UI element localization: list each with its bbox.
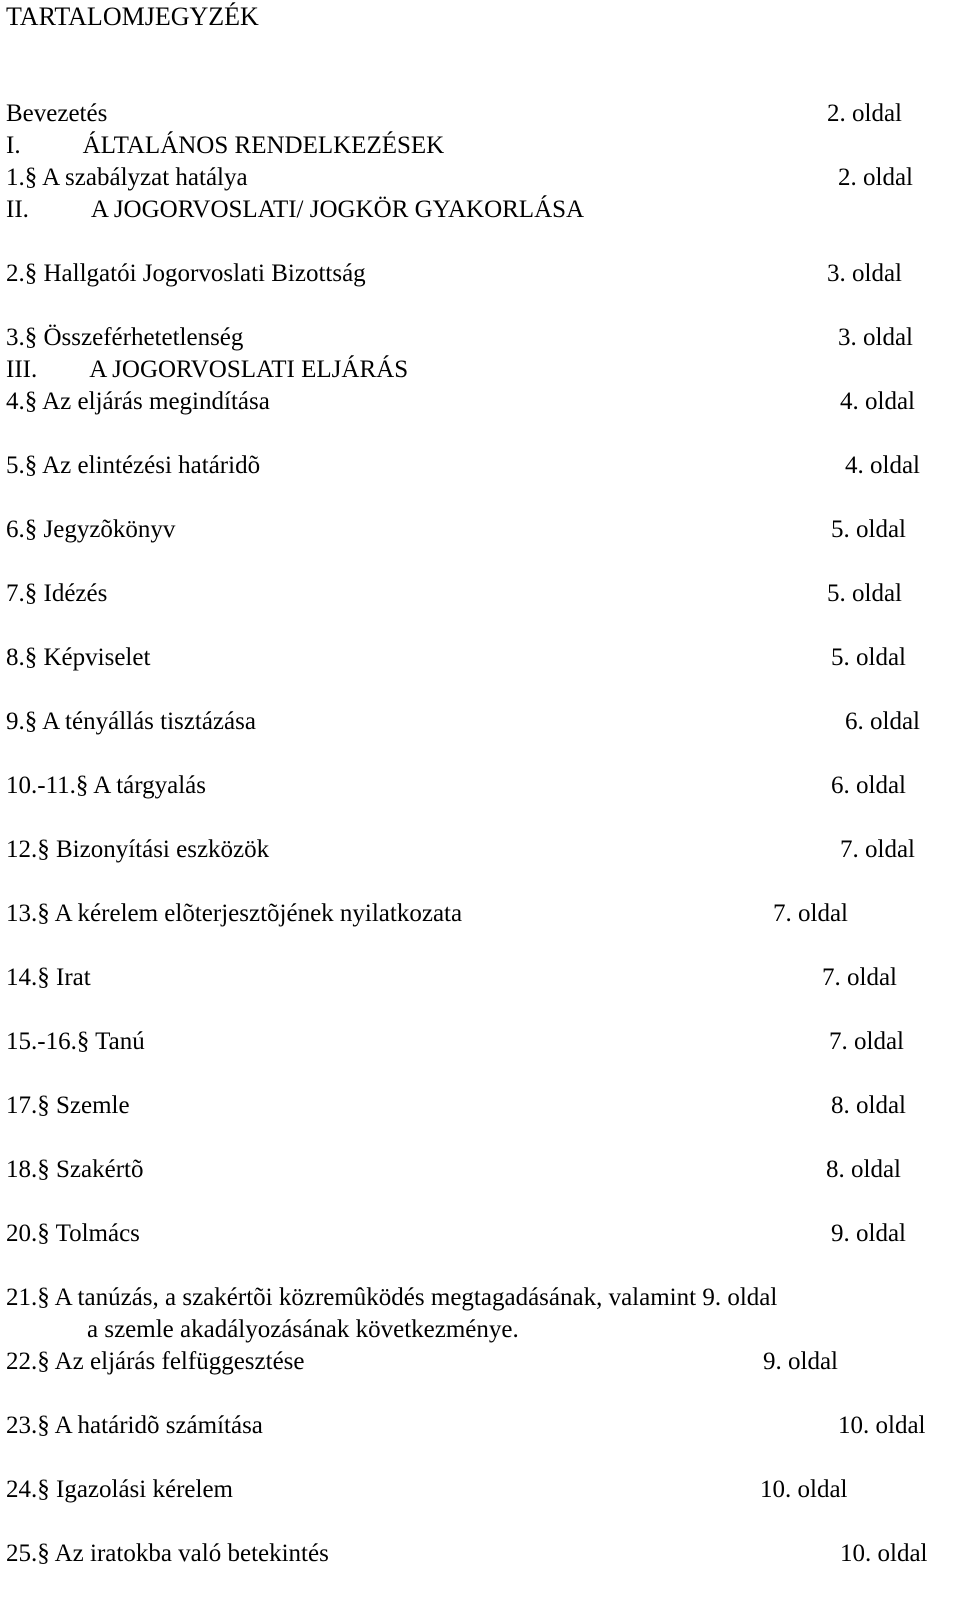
toc-entry-10-11: [6, 770, 206, 802]
toc-entry-22: [6, 1346, 305, 1378]
toc-chapter-1: [6, 130, 444, 162]
chapter-title: A JOGORVOSLATI ELJÁRÁS: [89, 356, 409, 383]
entry-page: 7. oldal: [840, 836, 915, 863]
entry-number: 14.: [6, 964, 38, 991]
entry-page: 6. oldal: [831, 772, 906, 799]
entry-text: Tanú: [95, 1028, 145, 1055]
section-sign-icon: §: [75, 772, 89, 799]
entry-text: A tanúzás, a szakértõi közremûködés megtagadásának, valamint: [54, 1284, 697, 1311]
entry-page: 6. oldal: [845, 708, 920, 735]
entry-text: Bevezetés: [6, 100, 108, 127]
toc-entry-6: [6, 514, 175, 546]
toc-entry-15-16: [6, 1026, 145, 1058]
entry-page: 7. oldal: [822, 964, 897, 991]
entry-page: 5. oldal: [831, 516, 906, 543]
section-sign-icon: §: [37, 1540, 50, 1567]
entry-text: Az elintézési határidõ: [42, 452, 261, 479]
entry-page: 2. oldal: [838, 164, 913, 191]
chapter-title: A JOGORVOSLATI/ JOGKÖR GYAKORLÁSA: [90, 196, 585, 223]
entry-page: 5. oldal: [831, 644, 906, 671]
toc-entry-24: [6, 1474, 233, 1506]
section-sign-icon: §: [37, 1284, 50, 1311]
entry-text: Idézés: [43, 580, 108, 607]
entry-number: 3.: [6, 324, 25, 351]
entry-text: Igazolási kérelem: [56, 1476, 233, 1503]
entry-page: 10. oldal: [838, 1412, 926, 1439]
entry-text: Az eljárás megindítása: [42, 388, 270, 415]
section-sign-icon: §: [37, 1220, 50, 1247]
toc-entry-intro: [6, 98, 107, 130]
entry-number: 23.: [6, 1412, 38, 1439]
entry-page: 5. oldal: [827, 580, 902, 607]
entry-text: Az iratokba való betekintés: [54, 1540, 329, 1567]
toc-entry-9: [6, 706, 256, 738]
entry-number: 2.: [6, 260, 25, 287]
entry-number: 15.-16.: [6, 1028, 77, 1055]
entry-text: Bizonyítási eszközök: [56, 836, 270, 863]
section-sign-icon: §: [24, 644, 38, 671]
entry-page: 9. oldal: [702, 1284, 778, 1311]
toc-entry-1: [6, 162, 248, 194]
section-sign-icon: §: [24, 708, 38, 735]
entry-page: 10. oldal: [760, 1476, 848, 1503]
section-sign-icon: §: [37, 1412, 50, 1439]
toc-entry-17: [6, 1090, 130, 1122]
entry-text: Hallgatói Jogorvoslati Bizottság: [43, 260, 366, 287]
entry-page: 9. oldal: [831, 1220, 906, 1247]
entry-page: 3. oldal: [838, 324, 913, 351]
entry-page: 8. oldal: [831, 1092, 906, 1119]
entry-number: 8.: [6, 644, 25, 671]
entry-page: 4. oldal: [845, 452, 920, 479]
toc-entry-8: [6, 642, 150, 674]
toc-entry-21: [6, 1282, 777, 1314]
toc-chapter-3: [6, 354, 408, 386]
toc-entry-4: [6, 386, 270, 418]
entry-number: 10.-11.: [6, 772, 76, 799]
entry-text: Szemle: [56, 1092, 130, 1119]
section-sign-icon: §: [24, 580, 38, 607]
entry-number: 4.: [6, 388, 25, 415]
toc-entry-7: [6, 578, 107, 610]
section-sign-icon: §: [37, 836, 50, 863]
entry-text: A kérelem elõterjesztõjének nyilatkozata: [54, 900, 463, 927]
section-sign-icon: §: [37, 1476, 50, 1503]
entry-number: 25.: [6, 1540, 38, 1567]
chapter-title: ÁLTALÁNOS RENDELKEZÉSEK: [82, 132, 445, 159]
entry-number: 17.: [6, 1092, 38, 1119]
chapter-number: I.: [6, 132, 21, 159]
toc-entry-12: [6, 834, 269, 866]
section-sign-icon: §: [24, 164, 38, 191]
entry-number: 12.: [6, 836, 38, 863]
entry-text: Irat: [56, 964, 91, 991]
section-sign-icon: §: [24, 452, 38, 479]
chapter-number: III.: [6, 356, 38, 383]
section-sign-icon: §: [37, 1092, 50, 1119]
entry-number: 22.: [6, 1348, 38, 1375]
entry-text: Jegyzõkönyv: [43, 516, 176, 543]
entry-number: 9.: [6, 708, 25, 735]
section-sign-icon: §: [76, 1028, 90, 1055]
entry-text: A tényállás tisztázása: [42, 708, 256, 735]
toc-entry-13: [6, 898, 462, 930]
toc-entry-3: [6, 322, 243, 354]
entry-page: 7. oldal: [773, 900, 848, 927]
section-sign-icon: §: [24, 324, 38, 351]
toc-title: TARTALOMJEGYZÉK: [6, 2, 259, 31]
toc-entry-18: [6, 1154, 143, 1186]
toc-entry-20: [6, 1218, 140, 1250]
toc-entry-25: [6, 1538, 329, 1570]
entry-number: 21.: [6, 1284, 38, 1311]
toc-entry-2: [6, 258, 366, 290]
entry-text: A tárgyalás: [93, 772, 206, 799]
entry-page: 3. oldal: [827, 260, 902, 287]
chapter-number: II.: [6, 196, 29, 223]
entry-text: Tolmács: [55, 1220, 140, 1247]
toc-chapter-2: [6, 194, 584, 226]
entry-page: 7. oldal: [829, 1028, 904, 1055]
section-sign-icon: §: [37, 964, 50, 991]
section-sign-icon: §: [24, 516, 38, 543]
entry-text: Szakértõ: [56, 1156, 144, 1183]
section-sign-icon: §: [24, 388, 38, 415]
toc-entry-5: [6, 450, 260, 482]
entry-text: Összeférhetetlenség: [43, 324, 244, 351]
entry-page: 9. oldal: [763, 1348, 838, 1375]
entry-page: 4. oldal: [840, 388, 915, 415]
section-sign-icon: §: [24, 260, 38, 287]
toc-entry-14: [6, 962, 91, 994]
entry-number: 5.: [6, 452, 25, 479]
entry-page: 8. oldal: [826, 1156, 901, 1183]
entry-number: 7.: [6, 580, 25, 607]
entry-number: 18.: [6, 1156, 38, 1183]
entry-text: A szabályzat hatálya: [42, 164, 248, 191]
entry-text: Képviselet: [43, 644, 151, 671]
entry-text: Az eljárás felfüggesztése: [54, 1348, 305, 1375]
section-sign-icon: §: [37, 1156, 50, 1183]
entry-number: 24.: [6, 1476, 38, 1503]
section-sign-icon: §: [37, 900, 50, 927]
toc-entry-21-continuation: a szemle akadályozásának következménye.: [87, 1316, 519, 1343]
entry-number: 20.: [6, 1220, 38, 1247]
section-sign-icon: §: [37, 1348, 50, 1375]
entry-number: 13.: [6, 900, 38, 927]
entry-number: 6.: [6, 516, 25, 543]
entry-text: A határidõ számítása: [54, 1412, 263, 1439]
entry-page: 10. oldal: [840, 1540, 928, 1567]
entry-page: 2. oldal: [827, 100, 902, 127]
toc-entry-23: [6, 1410, 263, 1442]
entry-number: 1.: [6, 164, 25, 191]
